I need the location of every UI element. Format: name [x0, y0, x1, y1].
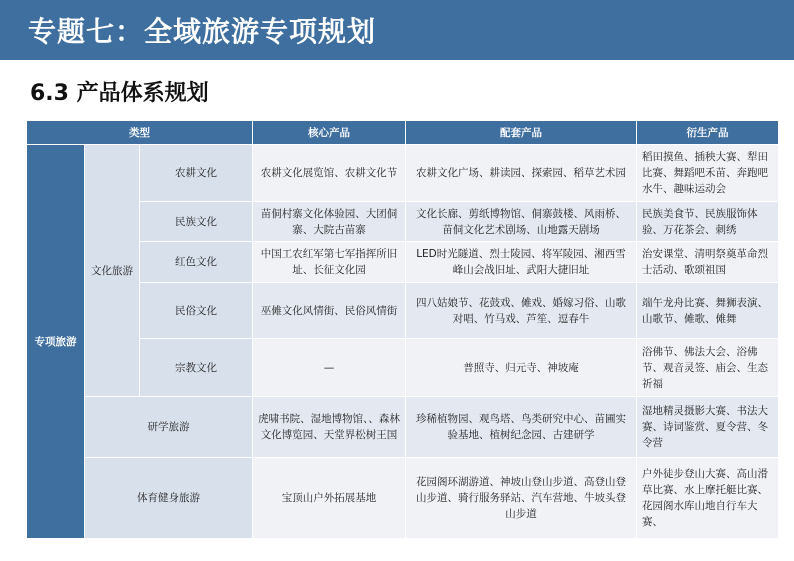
- row-type: 体育健身旅游: [85, 458, 253, 539]
- row-support: 珍稀植物园、观鸟塔、鸟类研究中心、苗圃实验基地、植树纪念园、古建研学: [406, 397, 637, 458]
- row-core: 中国工农红军第七军指挥所旧址、长征文化园: [253, 242, 406, 283]
- table-row: [27, 283, 779, 339]
- header-core: 核心产品: [253, 121, 406, 145]
- row-support: 四八姑娘节、花鼓戏、傩戏、婚嫁习俗、山歌对唱、竹马戏、芦笙、逗春牛: [406, 283, 637, 339]
- row-derived: 浴佛节、佛法大会、浴佛节、观音灵签、庙会、生态祈福: [637, 339, 779, 397]
- row-derived: 稻田摸鱼、插秧大赛、犁田比赛、舞蹈吧禾苗、奔跑吧水牛、趣味运动会: [637, 145, 779, 202]
- table-row: [27, 202, 779, 242]
- row-support: 农耕文化广场、耕读园、探索园、稻草艺术园: [406, 145, 637, 202]
- table-row: [27, 242, 779, 283]
- row-core: —: [253, 339, 406, 397]
- row-core: 宝顶山户外拓展基地: [253, 458, 406, 539]
- row-derived: 端午龙舟比赛、舞狮表演、山歌节、傩歌、傩舞: [637, 283, 779, 339]
- header-derived: 衍生产品: [637, 121, 779, 145]
- row-derived: 湿地精灵摄影大赛、书法大赛、诗词鉴赏、夏令营、冬令营: [637, 397, 779, 458]
- section-subtitle: 6.3 产品体系规划: [30, 81, 209, 106]
- title-banner: [0, 0, 794, 60]
- row-type: 宗教文化: [140, 339, 253, 397]
- row-derived: 治安课堂、清明祭奠革命烈士活动、歌颂祖国: [637, 242, 779, 283]
- header-support: 配套产品: [406, 121, 637, 145]
- table-row: [27, 339, 779, 397]
- row-core: 苗侗村寨文化体验园、大团侗寨、大院古苗寨: [253, 202, 406, 242]
- row-support: 普照寺、归元寺、神坡庵: [406, 339, 637, 397]
- row-derived: 户外徒步登山大赛、高山滑草比赛、水上摩托艇比赛、花园阁水库山地自行车大赛、: [637, 458, 779, 539]
- row-support: 花园阁环湖游道、神坡山登山步道、高登山登山步道、骑行服务驿站、汽车营地、牛坡头登山步道: [406, 458, 637, 539]
- row-type: 民俗文化: [140, 283, 253, 339]
- page-title: 专题七：全域旅游专项规划: [28, 15, 377, 48]
- row-support: LED时光隧道、烈士陵园、将军陵园、湘西雪峰山会战旧址、武阳大捷旧址: [406, 242, 637, 283]
- table-row: [27, 458, 779, 539]
- row-core: 虎啸书院、湿地博物馆、、森林文化博览园、天堂界松树王国: [253, 397, 406, 458]
- table-row: [27, 145, 779, 202]
- header-type: 类型: [27, 121, 253, 145]
- product-system-table: [26, 120, 779, 539]
- category-culture-tourism: 文化旅游: [85, 145, 140, 397]
- table-row: [27, 397, 779, 458]
- row-core: 巫傩文化风情街、民俗风情街: [253, 283, 406, 339]
- table-header-row: [27, 121, 779, 145]
- row-core: 农耕文化展览馆、农耕文化节: [253, 145, 406, 202]
- row-type: 红色文化: [140, 242, 253, 283]
- row-type: 农耕文化: [140, 145, 253, 202]
- row-support: 文化长廊、剪纸博物馆、侗寨鼓楼、风雨桥、苗侗文化艺术剧场、山地露天剧场: [406, 202, 637, 242]
- category-special-tourism: 专项旅游: [27, 145, 85, 539]
- row-derived: 民族美食节、民族服饰体验、万花茶会、刺绣: [637, 202, 779, 242]
- row-type: 研学旅游: [85, 397, 253, 458]
- row-type: 民族文化: [140, 202, 253, 242]
